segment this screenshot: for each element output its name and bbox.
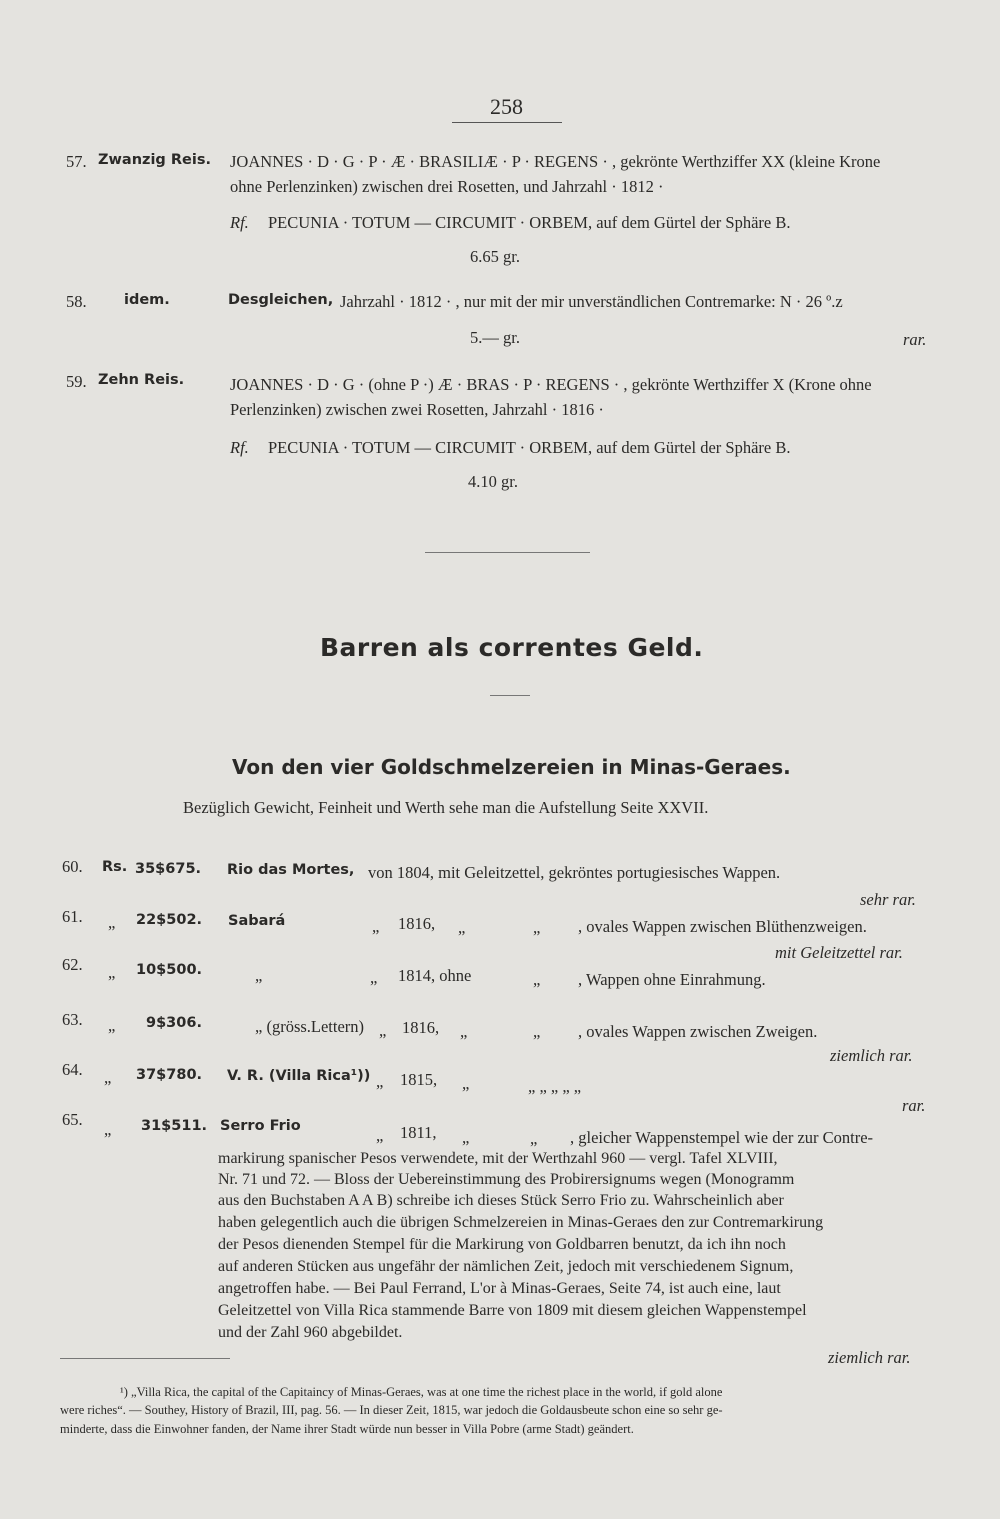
rarity: ziemlich rar.	[828, 1348, 911, 1367]
ditto-mark: „	[108, 913, 116, 932]
entry-text: , Wappen ohne Einrahmung.	[578, 970, 766, 989]
year: 1816,	[402, 1018, 440, 1037]
ditto-mark: „	[462, 1128, 470, 1147]
ditto-mark: „	[533, 1022, 541, 1041]
paragraph-line: Geleitzettel von Villa Rica stammende Barre von 1809 mit diesem gleichen Wappenstempel	[218, 1302, 807, 1319]
ditto-mark: „	[372, 917, 380, 936]
paragraph-line: haben gelegentlich auch die übrigen Schmelzereien in Minas-Geraes den zur Contremarkirung	[218, 1214, 824, 1231]
entry-text: , ovales Wappen zwischen Zweigen.	[578, 1022, 818, 1041]
entry-text: „ „ „ „ „	[528, 1077, 582, 1096]
paragraph-line: Nr. 71 und 72. — Bloss der Uebereinstimmung des Probirersignums wegen (Monogramm	[218, 1171, 795, 1188]
value: 37$780.	[136, 1067, 203, 1083]
rarity: rar.	[903, 330, 927, 349]
entry-bold-word: Desgleichen,	[228, 292, 334, 308]
entry-text: Jahrzahl · 1812 · , nur mit der mir unverständlichen Contremarke: N · 26 º.z	[340, 292, 843, 311]
entry-text: , ovales Wappen zwischen Blüthenzweigen.	[578, 917, 867, 936]
ditto-mark: „	[462, 1074, 470, 1093]
paragraph-line: auf anderen Stücken aus ungefähr der nämlichen Zeit, jedoch mit verschiedenem Signum,	[218, 1258, 794, 1275]
entry-number: 59.	[66, 372, 87, 391]
rarity: sehr rar.	[860, 890, 916, 909]
weight: 5.— gr.	[470, 328, 520, 347]
entry-number: 57.	[66, 152, 87, 171]
entry-number: 60.	[62, 857, 83, 876]
year: 1811,	[400, 1123, 437, 1142]
ditto-mark: „	[460, 1022, 468, 1041]
entry-label: Zehn Reis.	[98, 372, 185, 388]
entry-number: 61.	[62, 907, 83, 926]
ditto-mark: „	[255, 966, 263, 985]
rarity: rar.	[902, 1096, 926, 1115]
section-heading: Barren als correntes Geld.	[320, 633, 704, 662]
value: 31$511.	[141, 1118, 208, 1134]
entry-text: JOANNES · D · G · (ohne P ·) Æ · BRAS · P · REGENS · , gekrönte Werthziffer X (Krone ohne	[230, 375, 872, 394]
rarity: mit Geleitzettel rar.	[775, 943, 903, 962]
value: 10$500.	[136, 962, 203, 978]
entry-label: Zwanzig Reis.	[98, 152, 211, 168]
value: 9$306.	[146, 1015, 202, 1031]
ditto-mark: „	[108, 963, 116, 982]
entry-text: , gleicher Wappenstempel wie der zur Contre-	[570, 1128, 874, 1147]
place-name: „ (gröss.Lettern)	[255, 1017, 365, 1036]
ditto-mark: „	[530, 1129, 538, 1148]
ditto-mark: „	[379, 1021, 387, 1040]
ditto-mark: „	[533, 918, 541, 937]
year: 1815,	[400, 1070, 438, 1089]
reverse-text: PECUNIA · TOTUM — CIRCUMIT · ORBEM, auf dem Gürtel der Sphäre B.	[268, 438, 791, 457]
heading-rule	[490, 695, 530, 696]
entry-number: 58.	[66, 292, 87, 311]
weight: 4.10 gr.	[468, 472, 518, 491]
reverse-prefix: Rf.	[230, 213, 249, 232]
value-prefix: Rs.	[102, 859, 128, 875]
weight: 6.65 gr.	[470, 247, 520, 266]
reverse-prefix: Rf.	[230, 438, 249, 457]
paragraph-line: angetroffen habe. — Bei Paul Ferrand, L'or à Minas-Geraes, Seite 74, ist auch eine, laut	[218, 1280, 781, 1297]
entry-number: 64.	[62, 1060, 83, 1079]
section-divider	[425, 552, 590, 553]
place-name: V. R. (Villa Rica¹))	[227, 1068, 371, 1084]
ditto-mark: „	[376, 1126, 384, 1145]
footnote-rule	[60, 1358, 230, 1359]
entry-text: JOANNES · D · G · P · Æ · BRASILIÆ · P · REGENS · , gekrönte Werthziffer XX (kleine Krone	[230, 152, 881, 171]
intro-text: Bezüglich Gewicht, Feinheit und Werth sehe man die Aufstellung Seite XXVII.	[183, 798, 709, 817]
rarity: ziemlich rar.	[830, 1046, 913, 1065]
place-name: Serro Frio	[220, 1118, 301, 1134]
ditto-mark: „	[370, 968, 378, 987]
reverse-text: PECUNIA · TOTUM — CIRCUMIT · ORBEM, auf dem Gürtel der Sphäre B.	[268, 213, 791, 232]
paragraph-line: aus den Buchstaben A A B) schreibe ich dieses Stück Serro Frio zu. Wahrscheinlich aber	[218, 1192, 784, 1209]
value: 35$675.	[135, 861, 202, 877]
entry-text: ohne Perlenzinken) zwischen drei Rosetten, und Jahrzahl · 1812 ·	[230, 177, 664, 196]
subsection-heading: Von den vier Goldschmelzereien in Minas-Geraes.	[232, 755, 791, 779]
ditto-mark: „	[104, 1068, 112, 1087]
year: 1816,	[398, 914, 436, 933]
ditto-mark: „	[376, 1072, 384, 1091]
year: 1814, ohne	[398, 966, 472, 985]
entry-text: von 1804, mit Geleitzettel, gekröntes portugiesisches Wappen.	[368, 863, 781, 882]
header-rule	[452, 122, 562, 123]
paragraph-line: der Pesos dienenden Stempel für die Markirung von Goldbarren benutzt, da ich ihn noch	[218, 1236, 786, 1253]
ditto-mark: „	[458, 918, 466, 937]
entry-number: 63.	[62, 1010, 83, 1029]
page-number: 258	[490, 94, 523, 119]
entry-number: 65.	[62, 1110, 83, 1129]
place-name: Sabará	[228, 913, 286, 929]
footnote-line: were riches“. — Southey, History of Brazil, III, pag. 56. — In dieser Zeit, 1815, war jedoch die Goldausbeute schon eine so sehr ge-	[60, 1403, 723, 1417]
footnote-line: ¹) „Villa Rica, the capital of the Capitaincy of Minas-Geraes, was at one time the richest place in the world, if gold alone	[120, 1385, 723, 1399]
entry-text: Perlenzinken) zwischen zwei Rosetten, Jahrzahl · 1816 ·	[230, 400, 604, 419]
ditto-mark: „	[108, 1016, 116, 1035]
ditto-mark: „	[533, 970, 541, 989]
paragraph-line: und der Zahl 960 abgebildet.	[218, 1324, 403, 1341]
footnote-line: minderte, dass die Einwohner fanden, der Name ihrer Stadt würde nun besser in Villa Pobre (arme Stadt) geändert.	[60, 1422, 634, 1436]
entry-number: 62.	[62, 955, 83, 974]
ditto-mark: „	[104, 1120, 112, 1139]
place-name: Rio das Mortes,	[227, 862, 355, 878]
entry-label: idem.	[124, 292, 170, 308]
value: 22$502.	[136, 912, 203, 928]
paragraph-line: markirung spanischer Pesos verwendete, mit der Werthzahl 960 — vergl. Tafel XLVIII,	[218, 1150, 778, 1167]
